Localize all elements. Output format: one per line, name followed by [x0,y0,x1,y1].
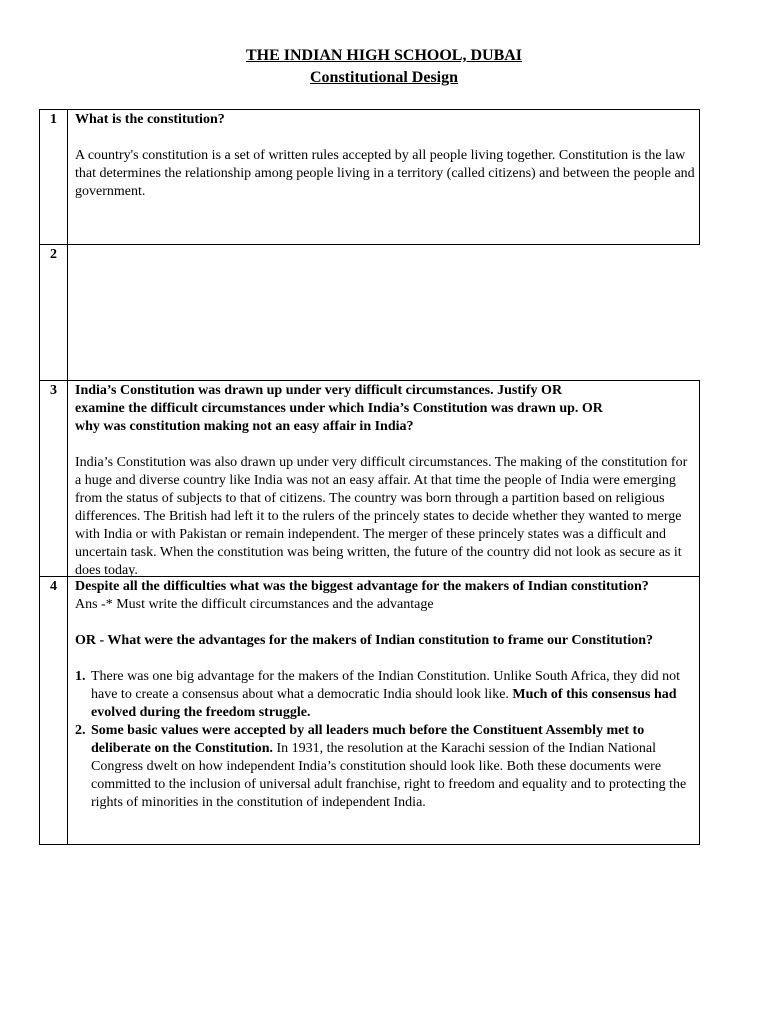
question-text: examine the difficult circumstances under which India’s Constitution was drawn up. OR [75,401,603,416]
row-number: 2 [40,245,68,381]
row-content [75,578,696,812]
answer-text: India’s Constitution was also drawn up under very difficult circumstances. The making of the constitution for a huge and diverse country like India was not an easy affair. At that time the people of India were emerging from the status of subjects to that of citizens. The country was born through a partition based on religious differences. The British had left it to the rulers of the princely states to decide whether they wanted to merge with India or with Pakistan or remain independent. The merger of these princely states was a difficult and uncertain task. When the constitution was being written, the future of the country did not look as secure as it does today. [75,455,688,578]
point-emphasis: Much of this consensus had evolved during the freedom struggle. [91,687,677,720]
row-content [75,111,696,201]
answer-point [75,722,696,812]
answer-note: Ans -* Must write the difficult circumstances and the advantage [75,597,434,612]
row-number: 3 [40,381,68,576]
question-text: What is the constitution? [75,112,225,127]
question-row-3 [39,380,700,577]
point-emphasis: Some basic values were accepted by all leaders much before the Constituent Assembly met to deliberate on the Constitution. [91,723,645,756]
row-number: 1 [40,110,68,244]
school-title: THE INDIAN HIGH SCHOOL, DUBAI [245,47,523,64]
row-number: 4 [40,577,68,844]
answer-point [75,668,696,722]
point-text: In 1931, the resolution at the Karachi session of the Indian National Congress dwelt on how independent India’s constitution should look like. Both these documents were committed to the inclusion of universal adult franchise, right to freedom and equality and to protecting the rights of minorities in the constitution of independent India. [91,741,687,810]
question-row-2 [39,244,700,381]
point-text: There was one big advantage for the makers of the Indian Constitution. Unlike South Africa, they did not have to create a consensus about what a democratic India should look like. [91,669,681,702]
point-number: 1. [75,669,86,684]
question-text: Despite all the difficulties what was the biggest advantage for the makers of Indian constitution? [75,579,649,594]
question-row-4 [39,576,700,845]
point-number: 2. [75,723,86,738]
document-title: Constitutional Design [309,69,459,86]
row-content [75,382,696,580]
question-text: why was constitution making not an easy affair in India? [75,419,414,434]
question-row-1 [39,109,700,245]
question-text: India’s Constitution was drawn up under very difficult circumstances. Justify OR [75,383,563,398]
answer-text: A country's constitution is a set of written rules accepted by all people living together. Constitution is the law that determines the relationship among people living in a territory (called citizens) and between the people and government. [75,148,695,199]
alternate-question: OR - What were the advantages for the makers of Indian constitution to frame our Constitution? [75,633,654,648]
